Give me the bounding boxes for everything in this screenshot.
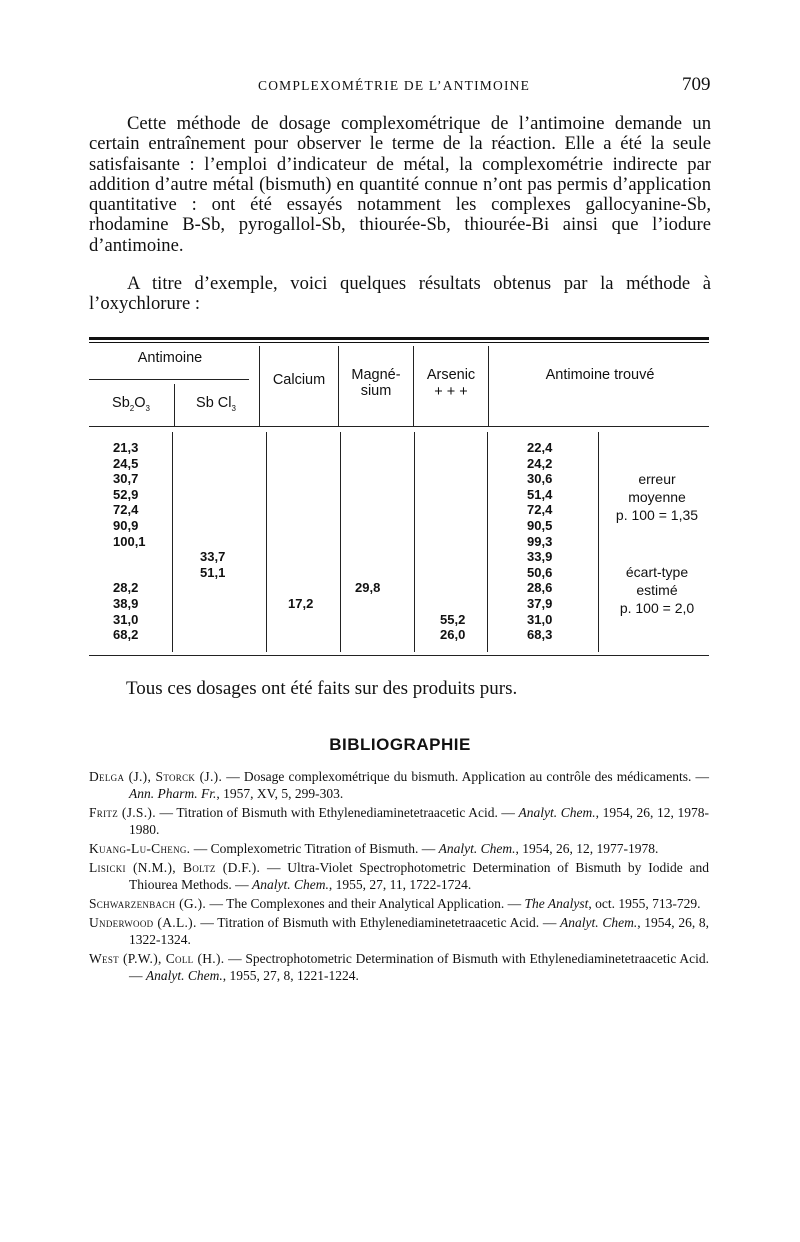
table-divider	[414, 432, 415, 652]
sb2o3-sub2: 3	[145, 403, 150, 413]
magnesium-cell	[355, 549, 380, 565]
table-header-rule	[89, 426, 709, 427]
calcium-cell	[288, 549, 313, 565]
calcium-cell	[288, 565, 313, 581]
reference-journal: Analyt. Chem.	[438, 841, 516, 856]
sb2o3-mid: O	[134, 395, 146, 411]
sbcl3-base: Sb Cl	[196, 395, 232, 411]
trouve-cell: 90,5	[527, 517, 553, 533]
arsenic-cell	[440, 487, 465, 503]
reference-details: , 1955, 27, 11, 1722-1724.	[328, 877, 472, 892]
sb2o3-cell: 100,1	[113, 533, 146, 549]
sbcl3-cell	[200, 471, 225, 487]
bibliography-list	[89, 768, 709, 986]
sbcl3-cell	[200, 440, 225, 456]
reference-journal: The Analyst	[524, 896, 589, 911]
sbcl3-cell	[200, 518, 225, 534]
calcium-cell	[288, 534, 313, 550]
reference-item	[89, 914, 709, 948]
trouve-cell: 24,2	[527, 455, 553, 471]
column-magnesium	[355, 440, 380, 643]
sb2o3-cell: 30,7	[113, 471, 139, 487]
sbcl3-cell: 51,1	[200, 564, 226, 580]
header-antimoine: Antimoine	[137, 350, 203, 366]
column-sbcl3	[200, 440, 225, 643]
header-magnesium: Magné- sium	[351, 367, 401, 399]
arsenic-cell	[440, 440, 465, 456]
column-sb2o3	[113, 440, 146, 643]
header-sbcl3	[176, 395, 256, 417]
table-bottom-rule	[89, 655, 709, 656]
magnesium-cell	[355, 456, 380, 472]
arsenic-cell	[440, 502, 465, 518]
sb2o3-cell: 24,5	[113, 455, 139, 471]
reference-title: — Spectrophotometric Determination of Bismuth with Ethylenediaminetetraacetic Acid. —	[129, 951, 710, 983]
table-divider	[266, 432, 267, 652]
calcium-cell	[288, 502, 313, 518]
reference-item	[89, 859, 709, 893]
calcium-cell	[288, 580, 313, 596]
reference-title: — The Complexones and their Analytical Application. —	[206, 896, 525, 911]
arsenic-cell	[440, 580, 465, 596]
header-arsenic: Arsenic	[426, 367, 476, 383]
magnesium-cell	[355, 518, 380, 534]
reference-title: — Complexometric Titration of Bismuth. —	[190, 841, 439, 856]
reference-title: — Titration of Bismuth with Ethylenediaminetetraacetic Acid. —	[196, 915, 561, 930]
table-divider	[340, 432, 341, 652]
table-top-rule	[89, 337, 709, 340]
trouve-cell: 28,6	[527, 580, 553, 596]
magnesium-cell	[355, 440, 380, 456]
reference-journal: Analyt. Chem.	[518, 805, 596, 820]
magnesium-cell	[355, 487, 380, 503]
paragraph-2: A titre d’exemple, voici quelques résultats obtenus par la méthode à l’oxychlorure :	[89, 273, 711, 315]
table-divider	[338, 346, 339, 426]
table-top-rule-thin	[89, 342, 709, 343]
sb2o3-cell: 31,0	[113, 611, 139, 627]
reference-details: , 1954, 26, 8, 1322-1324.	[129, 915, 709, 947]
magnesium-cell	[355, 565, 380, 581]
header-calcium: Calcium	[272, 372, 326, 388]
reference-item	[89, 840, 709, 857]
table-divider	[487, 432, 488, 652]
sbcl3-cell	[200, 612, 225, 628]
trouve-cell: 33,9	[527, 549, 553, 565]
arsenic-cell	[440, 471, 465, 487]
paragraph-1: Cette méthode de dosage complexométrique de l’antimoine demande un certain entraînement pour observer le terme de la réaction. Elle a été la seule satisfaisante : l’emploi d’indicateur de métal, la complexométrie indirecte par addition d’autre métal (bismuth) en quantité connue n’ont pas permis d’application quantitative : ont été essayés notamment les complexes gallocyanine-Sb, rhodamine B-Sb, pyrogallol-Sb, thiourée-Sb, thiourée-Bi ainsi que l’iodure d’antimoine.	[89, 113, 711, 256]
reference-authors: West (P.W.), Coll (H.).	[89, 951, 225, 966]
reference-authors: Lisicki (N.M.), Boltz (D.F.).	[89, 860, 261, 875]
note-ecart-type: écart-type estimé p. 100 = 2,0	[619, 564, 695, 616]
arsenic-cell	[440, 596, 465, 612]
trouve-cell: 31,0	[527, 611, 553, 627]
reference-title: — Dosage complexométrique du bismuth. Application au contrôle des médicaments. —	[222, 769, 709, 784]
sbcl3-cell	[200, 487, 225, 503]
calcium-cell	[288, 456, 313, 472]
arsenic-cell: 55,2	[440, 611, 466, 627]
magnesium-cell	[355, 627, 380, 643]
sbcl3-cell	[200, 596, 225, 612]
table-divider	[172, 432, 173, 652]
running-head: COMPLEXOMÉTRIE DE L’ANTIMOINE	[258, 78, 531, 93]
table-divider	[488, 346, 489, 426]
trouve-cell: 22,4	[527, 440, 553, 455]
reference-details: , 1957, XV, 5, 299-303.	[216, 786, 344, 801]
magnesium-cell	[355, 534, 380, 550]
table-divider	[598, 432, 599, 652]
sbcl3-sub: 3	[231, 403, 236, 413]
reference-details: , 1954, 26, 12, 1978-1980.	[129, 805, 709, 837]
reference-journal: Analyt. Chem.	[560, 915, 638, 930]
sb2o3-cell	[113, 549, 146, 565]
arsenic-cell: 26,0	[440, 627, 466, 643]
trouve-cell: 51,4	[527, 486, 553, 502]
magnesium-cell	[355, 596, 380, 612]
table-divider	[174, 384, 175, 426]
sb2o3-cell: 21,3	[113, 440, 139, 455]
sbcl3-cell: 33,7	[200, 549, 226, 565]
sb2o3-cell: 38,9	[113, 595, 139, 611]
reference-journal: Ann. Pharm. Fr.	[129, 786, 217, 801]
sb2o3-cell: 28,2	[113, 580, 139, 596]
header-sb2o3	[92, 395, 170, 417]
magnesium-cell: 29,8	[355, 580, 381, 596]
trouve-cell: 99,3	[527, 533, 553, 549]
sb2o3-cell: 68,2	[113, 627, 139, 643]
reference-details: , 1955, 27, 8, 1221-1224.	[222, 968, 359, 983]
reference-title: — Ultra-Violet Spectrophotometric Determination of Bismuth by Iodide and Thiourea Methods. —	[129, 860, 709, 892]
calcium-cell	[288, 471, 313, 487]
header-antimoine-trouve: Antimoine trouvé	[545, 367, 655, 383]
sbcl3-cell	[200, 627, 225, 643]
reference-details: , 1954, 26, 12, 1977-1978.	[515, 841, 659, 856]
arsenic-cell	[440, 518, 465, 534]
reference-details: , oct. 1955, 713-729.	[588, 896, 701, 911]
sb2o3-base: Sb	[112, 395, 130, 411]
calcium-cell	[288, 518, 313, 534]
trouve-cell: 37,9	[527, 595, 553, 611]
reference-authors: Schwarzenbach (G.).	[89, 896, 207, 911]
column-arsenic	[440, 440, 465, 643]
reference-authors: Fritz (J.S.).	[89, 805, 156, 820]
reference-item	[89, 895, 709, 912]
magnesium-cell	[355, 502, 380, 518]
sb2o3-sub1: 2	[129, 403, 135, 413]
sb2o3-cell: 52,9	[113, 486, 139, 502]
reference-item	[89, 950, 709, 984]
calcium-cell: 17,2	[288, 595, 314, 611]
calcium-cell	[288, 487, 313, 503]
sb2o3-cell: 72,4	[113, 502, 139, 518]
trouve-cell: 72,4	[527, 502, 553, 518]
calcium-cell	[288, 627, 313, 643]
note-erreur-moyenne: erreur moyenne p. 100 = 1,35	[615, 471, 699, 523]
arsenic-cell	[440, 549, 465, 565]
reference-item	[89, 804, 709, 838]
column-calcium	[288, 440, 313, 643]
reference-authors: Delga (J.), Storck (J.).	[89, 769, 223, 784]
table-divider	[413, 346, 414, 426]
reference-authors: Underwood (A.L.).	[89, 915, 197, 930]
sbcl3-cell	[200, 534, 225, 550]
sbcl3-cell	[200, 502, 225, 518]
arsenic-cell	[440, 456, 465, 472]
trouve-cell: 50,6	[527, 564, 553, 580]
trouve-cell: 30,6	[527, 471, 553, 487]
header-arsenic-sign: + + +	[434, 384, 468, 400]
reference-item	[89, 768, 709, 802]
sb2o3-cell	[113, 565, 146, 581]
arsenic-cell	[440, 534, 465, 550]
arsenic-cell	[440, 565, 465, 581]
sbcl3-cell	[200, 456, 225, 472]
magnesium-cell	[355, 612, 380, 628]
sbcl3-cell	[200, 580, 225, 596]
table-divider	[259, 346, 260, 426]
trouve-cell: 68,3	[527, 627, 553, 643]
closing-sentence: Tous ces dosages ont été faits sur des produits purs.	[126, 678, 518, 699]
reference-journal: Analyt. Chem.	[145, 968, 223, 983]
reference-authors: Kuang-Lu-Cheng.	[89, 841, 191, 856]
calcium-cell	[288, 440, 313, 456]
reference-title: — Titration of Bismuth with Ethylenediaminetetraacetic Acid. —	[155, 805, 519, 820]
calcium-cell	[288, 612, 313, 628]
sb2o3-cell: 90,9	[113, 517, 139, 533]
reference-journal: Analyt. Chem.	[251, 877, 329, 892]
magnesium-cell	[355, 471, 380, 487]
table-subheader-rule	[89, 379, 249, 380]
page-number: 709	[682, 74, 711, 95]
column-antimoine-trouve	[527, 440, 552, 643]
bibliography-title: BIBLIOGRAPHIE	[329, 735, 471, 754]
